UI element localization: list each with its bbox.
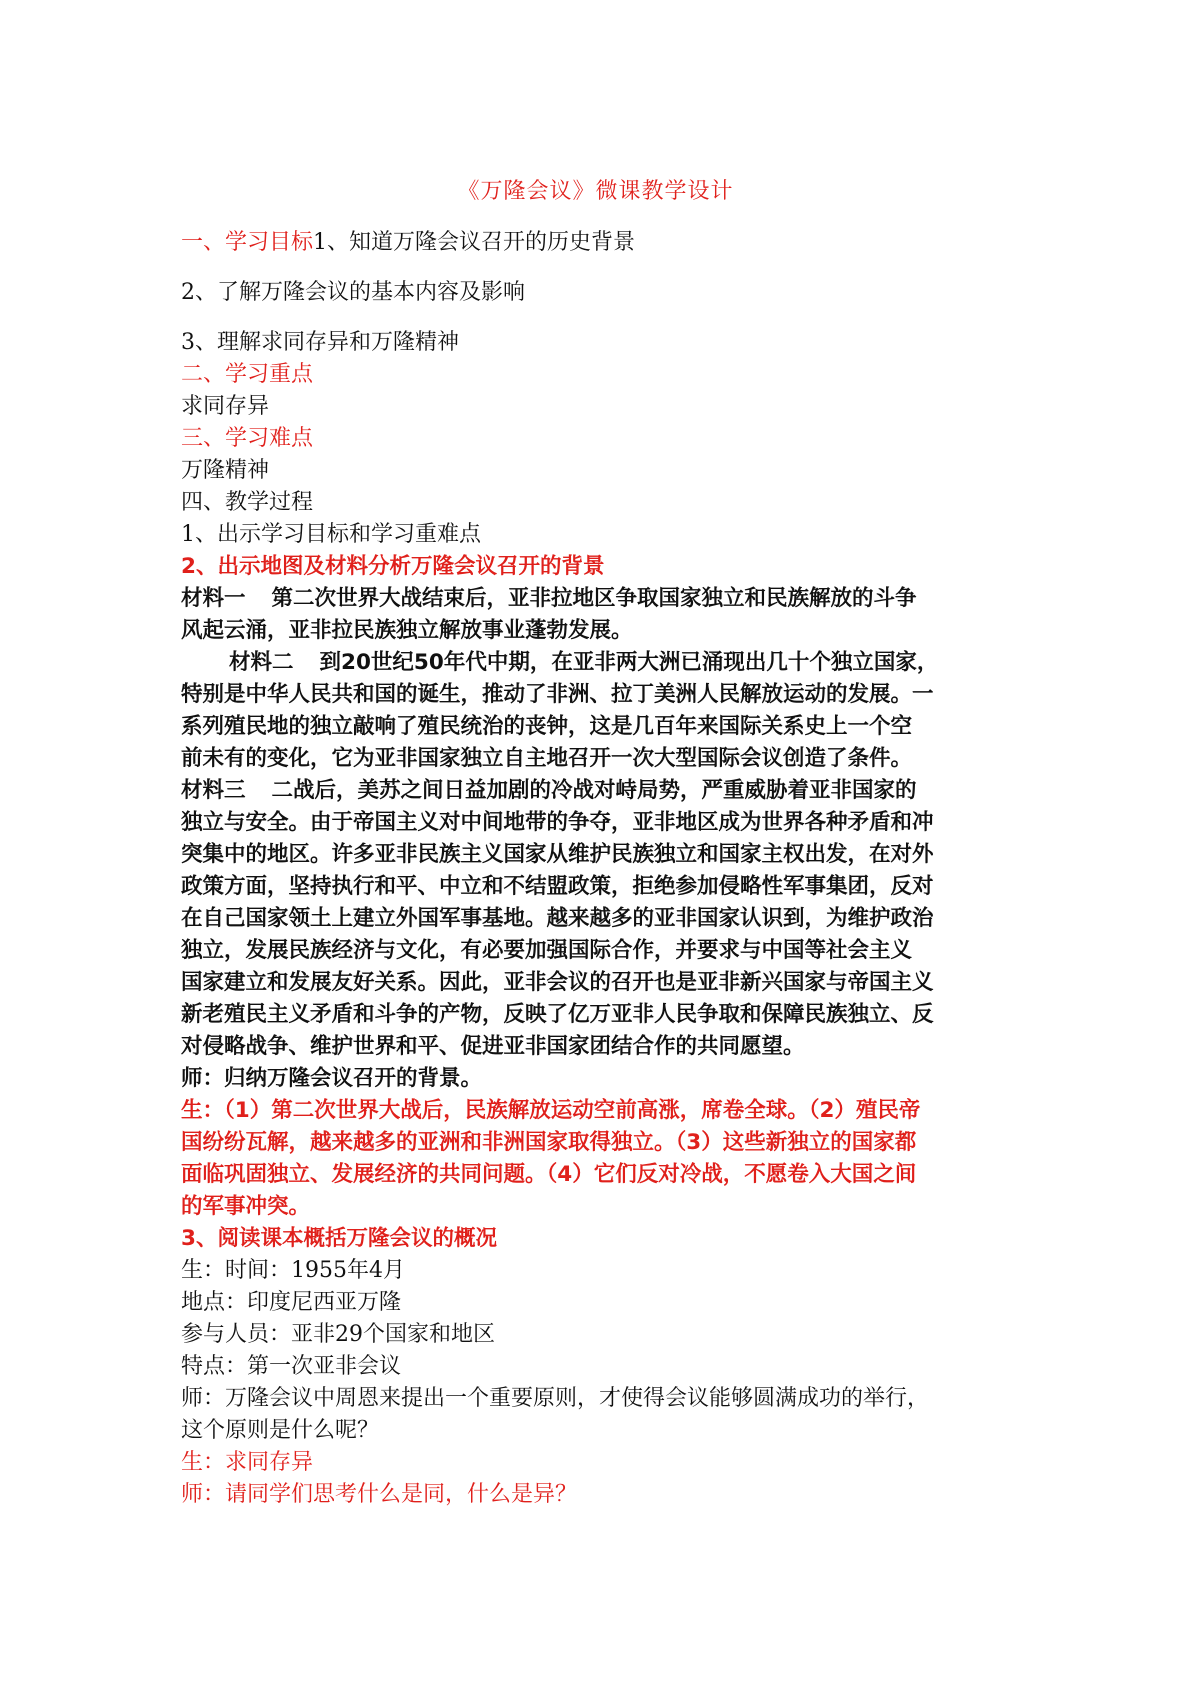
difficulty-heading: 三、学习难点 bbox=[181, 426, 314, 451]
material1-line-2: 风起云涌，亚非拉民族独立解放事业蓬勃发展。 bbox=[181, 618, 633, 643]
material3-line-8: 新老殖民主义矛盾和斗争的产物，反映了亿万亚非人民争取和保障民族独立、反 bbox=[181, 1002, 934, 1027]
overview-place: 地点：印度尼西亚万隆 bbox=[181, 1290, 402, 1315]
material3-line-9: 对侵略战争、维护世界和平、促进亚非国家团结合作的共同愿望。 bbox=[181, 1034, 805, 1059]
focus-content: 求同存异 bbox=[181, 394, 270, 419]
material3-line-4: 政策方面，坚持执行和平、中立和不结盟政策，拒绝参加侵略性军事集团，反对 bbox=[181, 874, 934, 899]
material1-label: 材料一 bbox=[181, 586, 246, 611]
document-title: 《万隆会议》微课教学设计 bbox=[457, 179, 734, 204]
process-step-3: 3、阅读课本概括万隆会议的概况 bbox=[181, 1226, 497, 1251]
teacher-question-1: 师：归纳万隆会议召开的背景。 bbox=[181, 1066, 483, 1091]
material3-line-7: 国家建立和发展友好关系。因此，亚非会议的召开也是亚非新兴国家与帝国主义 bbox=[181, 970, 934, 995]
process-heading: 四、教学过程 bbox=[181, 490, 314, 515]
material3-line-1: 材料三 二战后，美苏之间日益加剧的冷战对峙局势，严重威胁着亚非国家的 bbox=[181, 778, 917, 803]
teacher-question-2-line-2: 这个原则是什么呢？ bbox=[181, 1418, 380, 1443]
difficulty-content: 万隆精神 bbox=[181, 458, 270, 483]
objective-item-3: 3、理解求同存异和万隆精神 bbox=[181, 330, 459, 355]
material2-line-3: 系列殖民地的独立敲响了殖民统治的丧钟，这是几百年来国际关系史上一个空 bbox=[181, 714, 913, 739]
process-step-1: 1、出示学习目标和学习重难点 bbox=[181, 522, 481, 547]
student-answer-1-line-2: 国纷纷瓦解，越来越多的亚洲和非洲国家取得独立。（3）这些新独立的国家都 bbox=[181, 1130, 917, 1155]
objective-item-1: 1、知道万隆会议召开的历史背景 bbox=[313, 230, 636, 255]
material3-label: 材料三 bbox=[181, 778, 246, 803]
material2-label: 材料二 bbox=[229, 650, 294, 675]
material3-line-5: 在自己国家领土上建立外国军事基地。越来越多的亚非国家认识到，为维护政治 bbox=[181, 906, 934, 931]
document-body bbox=[181, 227, 1021, 1511]
student-answer-1-line-3: 面临巩固独立、发展经济的共同问题。（4）它们反对冷战，不愿卷入大国之间 bbox=[181, 1162, 917, 1187]
process-step-2: 2、出示地图及材料分析万隆会议召开的背景 bbox=[181, 554, 605, 579]
focus-heading: 二、学习重点 bbox=[181, 362, 314, 387]
material1-line-1: 材料一 第二次世界大战结束后，亚非拉地区争取国家独立和民族解放的斗争 bbox=[181, 586, 917, 611]
material3-line-6: 独立，发展民族经济与文化，有必要加强国际合作，并要求与中国等社会主义 bbox=[181, 938, 913, 963]
overview-time: 生：时间：1955年4月 bbox=[181, 1258, 405, 1283]
student-answer-1-line-1: 生：（1）第二次世界大战后，民族解放运动空前高涨，席卷全球。（2）殖民帝 bbox=[181, 1098, 921, 1123]
student-answer-2: 生：求同存异 bbox=[181, 1450, 314, 1475]
teacher-question-3: 师：请同学们思考什么是同，什么是异？ bbox=[181, 1482, 578, 1507]
material2-line-4: 前未有的变化，它为亚非国家独立自主地召开一次大型国际会议创造了条件。 bbox=[181, 746, 913, 771]
objectives-heading: 一、学习目标 bbox=[181, 230, 314, 255]
material2-line-1: 材料二 到20世纪50年代中期，在亚非两大洲已涌现出几十个独立国家， bbox=[229, 650, 939, 675]
overview-feature: 特点：第一次亚非会议 bbox=[181, 1354, 402, 1379]
student-answer-1-line-4: 的军事冲突。 bbox=[181, 1194, 311, 1219]
objective-line-1 bbox=[181, 227, 1021, 259]
material3-line-3: 突集中的地区。许多亚非民族主义国家从维护民族独立和国家主权出发，在对外 bbox=[181, 842, 934, 867]
teacher-question-2-line-1: 师：万隆会议中周恩来提出一个重要原则，才使得会议能够圆满成功的举行， bbox=[181, 1386, 930, 1411]
material3-line-2: 独立与安全。由于帝国主义对中间地带的争夺，亚非地区成为世界各种矛盾和冲 bbox=[181, 810, 934, 835]
material2-line-2: 特别是中华人民共和国的诞生，推动了非洲、拉丁美洲人民解放运动的发展。一 bbox=[181, 682, 934, 707]
overview-participants: 参与人员：亚非29个国家和地区 bbox=[181, 1322, 495, 1347]
objective-item-2: 2、了解万隆会议的基本内容及影响 bbox=[181, 280, 525, 305]
